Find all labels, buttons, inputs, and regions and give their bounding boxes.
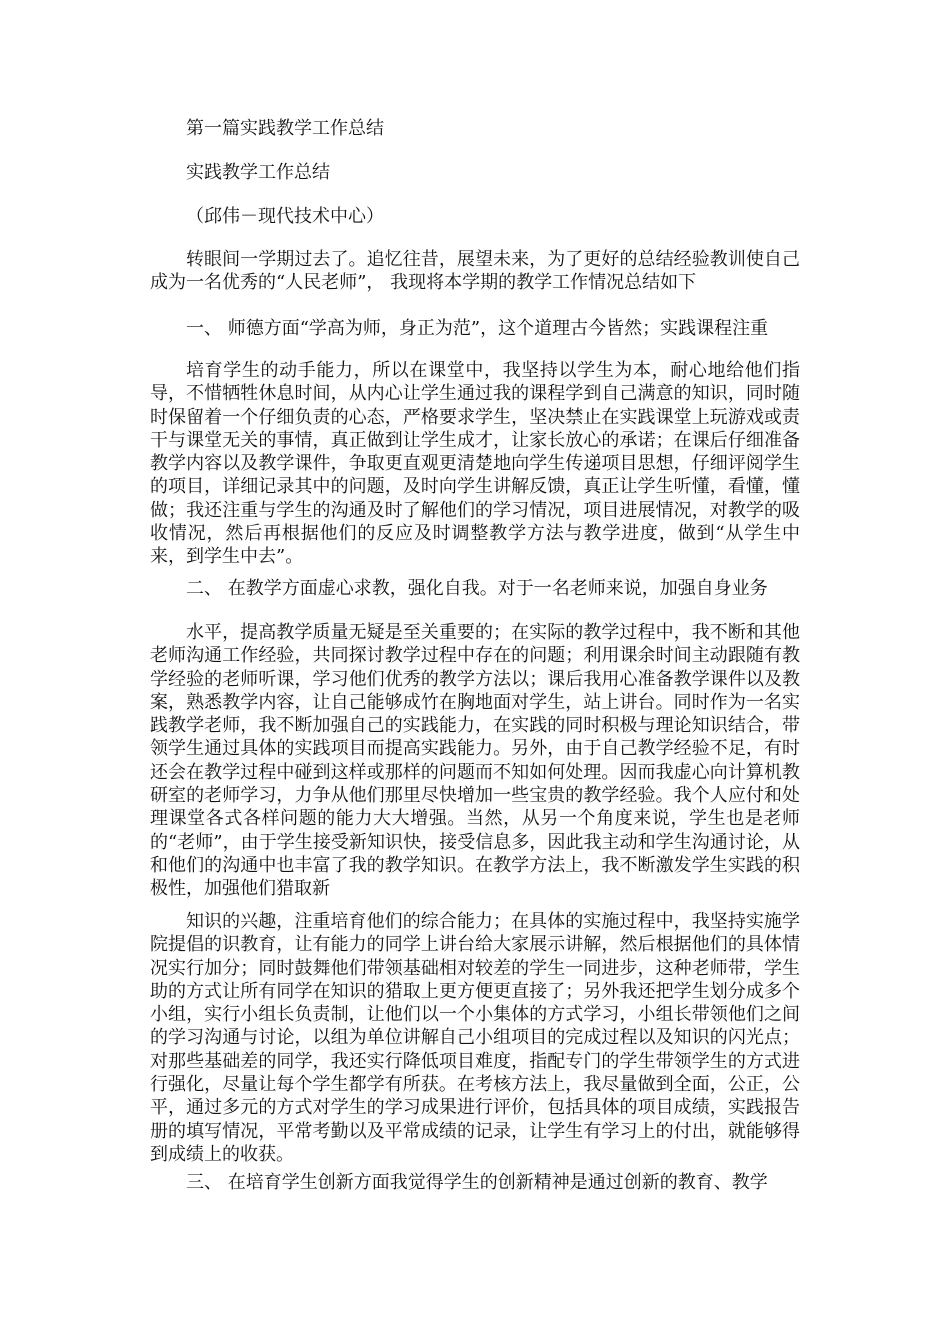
section-2-heading: 二、 在教学方面虚心求教，强化自我。对于一名老师来说，加强自身业务 [186, 578, 768, 599]
document-title: 第一篇实践教学工作总结 [186, 118, 384, 139]
intro-paragraph: 转眼间一学期过去了。追忆往昔，展望未来，为了更好的总结经验教训使自己成为一名优秀的“人民老师”， 我现将本学期的教学工作情况总结如下 [150, 249, 800, 294]
section-3-heading: 三、 在培育学生创新方面我觉得学生的创新精神是通过创新的教育、教学 [186, 1172, 768, 1193]
section-2-body-part-1: 水平，提高教学质量无疑是至关重要的；在实际的教学过程中，我不断和其他老师沟通工作经验，共同探讨教学过程中存在的问题；利用课余时间主动跟随有教学经验的老师听课，学习他们优秀的教学方法以；课后我用心准备教学课件以及教案，熟悉教学内容，让自己能够成竹在胸地面对学生，站上讲台。同时作为一名实践教学老师，我不断加强自己的实践能力，在实践的同时积极与理论知识结合，带领学生通过具体的实践项目而提高实践能力。另外，由于自己教学经验不足，有时还会在教学过程中碰到这样或那样的问题而不知如何处理。因而我虚心向计算机教研室的老师学习，力争从他们那里尽快增加一些宝贵的教学经验。我个人应付和处理课堂各式各样问题的能力大大增强。当然，从另一个角度来说，学生也是老师的“老师”，由于学生接受新知识快，接受信息多，因此我主动和学生沟通讨论，从和他们的沟通中也丰富了我的教学知识。在教学方法上，我不断激发学生实践的积极性，加强他们猎取新 [150, 622, 800, 900]
section-2-body-part-2: 知识的兴趣，注重培育他们的综合能力；在具体的实施过程中，我坚持实施学院提倡的识教育，让有能力的同学上讲台给大家展示讲解，然后根据他们的具体情况实行加分；同时鼓舞他们带领基础相对较差的学生一同进步，这种老师带，学生助的方式让所有同学在知识的猎取上更方便更直接了；另外我还把学生划分成多个小组，实行小组长负责制，让他们以一个小集体的方式学习，小组长带领他们之间的学习沟通与讨论，以组为单位讲解自己小组项目的完成过程以及知识的闪光点；对那些基础差的同学，我还实行降低项目难度，指配专门的学生带领学生的方式进行强化，尽量让每个学生都学有所获。在考核方法上，我尽量做到全面，公正，公平，通过多元的方式对学生的学习成果进行评价，包括具体的项目成绩，实践报告册的填写情况，平常考勤以及平常成绩的记录，让学生有学习上的付出，就能够得到成绩上的收获。 [150, 911, 800, 1165]
document-author: （邱伟－现代技术中心） [186, 206, 384, 227]
document-subtitle: 实践教学工作总结 [186, 162, 330, 183]
section-1-body: 培育学生的动手能力，所以在课堂中，我坚持以学生为本，耐心地给他们指导，不惜牺牲休息时间，从内心让学生通过我的课程学到自己满意的知识，同时随时保留着一个仔细负责的心态，严格要求学生，坚决禁止在实践课堂上玩游戏或责干与课堂无关的事情，真正做到让学生成才，让家长放心的承诺；在课后仔细准备教学内容以及教学课件，争取更直观更清楚地向学生传递项目思想，仔细评阅学生的项目，详细记录其中的问题，及时向学生讲解反馈，真正让学生听懂，看懂，懂做；我还注重与学生的沟通及时了解他们的学习情况，项目进展情况，对教学的吸收情况，然后再根据他们的反应及时调整教学方法与教学进度，做到“从学生中来，到学生中去”。 [150, 360, 800, 568]
section-1-heading: 一、 师德方面“学高为师，身正为范”，这个道理古今皆然；实践课程注重 [186, 318, 769, 339]
